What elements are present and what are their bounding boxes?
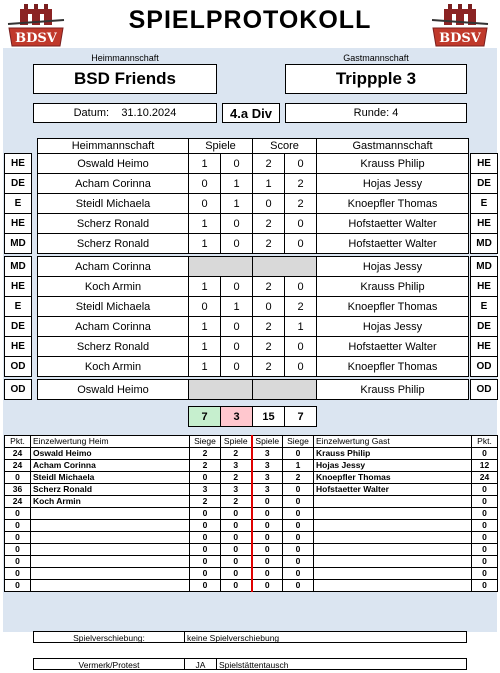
guest-games: 3 (252, 448, 283, 460)
match-type-guest: E (471, 194, 498, 214)
home-player: Acham Corinna (38, 174, 189, 194)
guest-score: 0 (285, 234, 317, 254)
home-wins: 0 (190, 508, 221, 520)
home-player: Koch Armin (38, 357, 189, 377)
total-home-games: 7 (189, 407, 221, 427)
home-player: Scherz Ronald (38, 214, 189, 234)
summary-row (5, 508, 498, 520)
summary-table (4, 435, 498, 592)
page-title: SPIELPROTOKOLL (128, 6, 372, 34)
home-points: 24 (5, 448, 31, 460)
home-wins: 0 (190, 520, 221, 532)
guest-games: 0 (252, 568, 283, 580)
home-player: Steidl Michaela (38, 297, 189, 317)
games-shaded (189, 380, 253, 400)
guest-player: Krauss Philip (317, 277, 469, 297)
round-field (285, 103, 467, 123)
match-row (5, 277, 498, 297)
note-value: Spielstättentausch (216, 658, 467, 670)
home-wins: 2 (190, 460, 221, 472)
match-type-home: HE (5, 154, 32, 174)
date-value: 31.10.2024 (121, 107, 177, 119)
home-team-caption: Heimmannschaft (91, 53, 159, 63)
home-score: 2 (253, 357, 285, 377)
guest-games: 0 (252, 544, 283, 556)
guest-score: 2 (285, 297, 317, 317)
match-type-guest: MD (471, 234, 498, 254)
home-team-name: BSD Friends (33, 64, 217, 94)
guest-wins: 1 (283, 460, 314, 472)
guest-player: Krauss Philip (317, 380, 469, 400)
guest-team-name: Trippple 3 (285, 64, 467, 94)
guest-player (314, 520, 472, 532)
home-points: 0 (5, 520, 31, 532)
home-player (31, 544, 190, 556)
guest-wins: 0 (283, 508, 314, 520)
summary-row (5, 460, 498, 472)
home-player (31, 508, 190, 520)
guest-points: 0 (472, 520, 498, 532)
spacer (471, 407, 498, 427)
summary-header-home-wins: Siege (190, 436, 221, 448)
date-label: Datum: (73, 107, 110, 119)
home-points: 0 (5, 568, 31, 580)
guest-score: 2 (285, 194, 317, 214)
round-label: Runde: (353, 107, 390, 119)
guest-player: Hojas Jessy (317, 257, 469, 277)
home-games: 1 (189, 234, 221, 254)
home-points: 36 (5, 484, 31, 496)
match-type-home: HE (5, 277, 32, 297)
guest-score: 2 (285, 174, 317, 194)
home-points: 0 (5, 580, 31, 592)
home-score: 2 (253, 154, 285, 174)
guest-wins: 0 (283, 496, 314, 508)
guest-games: 0 (221, 277, 253, 297)
home-wins: 3 (190, 484, 221, 496)
home-games: 0 (221, 580, 252, 592)
guest-player: Knoepfler Thomas (317, 194, 469, 214)
summary-header-row (5, 436, 498, 448)
match-type-guest: OD (471, 380, 498, 400)
match-row (5, 194, 498, 214)
note-flag: JA (184, 658, 217, 670)
home-games: 0 (221, 568, 252, 580)
summary-row (5, 448, 498, 460)
summary-header-guest-wins: Siege (283, 436, 314, 448)
match-row (5, 234, 498, 254)
guest-points: 24 (472, 472, 498, 484)
score-shaded (253, 380, 317, 400)
match-type-home: DE (5, 317, 32, 337)
home-player (31, 520, 190, 532)
home-player: Koch Armin (38, 277, 189, 297)
guest-points: 12 (472, 460, 498, 472)
match-row (5, 317, 498, 337)
home-player (31, 580, 190, 592)
spacer (5, 407, 32, 427)
home-points: 24 (5, 496, 31, 508)
match-type-guest: HE (471, 337, 498, 357)
guest-games: 0 (252, 580, 283, 592)
home-games: 0 (221, 556, 252, 568)
match-row (5, 297, 498, 317)
guest-points: 0 (472, 448, 498, 460)
home-games: 1 (189, 277, 221, 297)
guest-player (314, 556, 472, 568)
home-player: Scherz Ronald (31, 484, 190, 496)
score-shaded (253, 257, 317, 277)
match-type-guest: HE (471, 214, 498, 234)
guest-player (314, 532, 472, 544)
guest-player: Hofstaetter Walter (317, 234, 469, 254)
home-wins: 0 (190, 472, 221, 484)
guest-wins: 0 (283, 484, 314, 496)
match-header-guest: Gastmannschaft (317, 139, 469, 154)
match-type-home: E (5, 194, 32, 214)
summary-row (5, 556, 498, 568)
guest-wins: 0 (283, 568, 314, 580)
home-points: 0 (5, 544, 31, 556)
guest-score: 1 (285, 317, 317, 337)
match-row (5, 357, 498, 377)
home-wins: 0 (190, 580, 221, 592)
home-wins: 0 (190, 556, 221, 568)
spacer (317, 407, 469, 427)
guest-player: Knoepfler Thomas (317, 297, 469, 317)
guest-team-caption: Gastmannschaft (343, 53, 409, 63)
guest-games: 0 (252, 556, 283, 568)
guest-points: 0 (472, 532, 498, 544)
guest-points: 0 (472, 568, 498, 580)
home-games: 0 (189, 174, 221, 194)
match-header-games: Spiele (189, 139, 253, 154)
guest-games: 0 (252, 520, 283, 532)
guest-score: 0 (285, 154, 317, 174)
match-type-guest: DE (471, 317, 498, 337)
games-shaded (189, 257, 253, 277)
round-value: 4 (392, 107, 399, 119)
home-games: 2 (221, 472, 252, 484)
home-player: Scherz Ronald (38, 337, 189, 357)
match-header-home: Heimmannschaft (38, 139, 189, 154)
guest-points: 0 (472, 556, 498, 568)
home-games: 1 (189, 317, 221, 337)
guest-games: 1 (221, 297, 253, 317)
home-games: 0 (221, 532, 252, 544)
home-games: 0 (221, 508, 252, 520)
match-header-score: Score (253, 139, 317, 154)
home-score: 2 (253, 337, 285, 357)
note-label: Vermerk/Protest (33, 658, 185, 670)
postpone-label: Spielverschiebung: (33, 631, 185, 643)
guest-player: Hojas Jessy (314, 460, 472, 472)
summary-row (5, 484, 498, 496)
guest-games: 1 (221, 194, 253, 214)
guest-games: 0 (221, 234, 253, 254)
summary-row (5, 580, 498, 592)
match-type-home: OD (5, 357, 32, 377)
guest-games: 0 (221, 317, 253, 337)
summary-header-guest-points: Pkt. (472, 436, 498, 448)
guest-player: Krauss Philip (314, 448, 472, 460)
guest-games: 0 (221, 214, 253, 234)
home-player: Acham Corinna (31, 460, 190, 472)
match-row (5, 337, 498, 357)
guest-games: 0 (221, 337, 253, 357)
home-points: 0 (5, 508, 31, 520)
home-points: 0 (5, 556, 31, 568)
match-row (5, 214, 498, 234)
guest-games: 0 (221, 154, 253, 174)
summary-header-home-points: Pkt. (5, 436, 31, 448)
guest-games: 1 (221, 174, 253, 194)
guest-games: 3 (252, 484, 283, 496)
date-field (33, 103, 217, 123)
home-games: 1 (189, 357, 221, 377)
match-type-guest: HE (471, 154, 498, 174)
home-games: 3 (221, 460, 252, 472)
match-row (5, 380, 498, 400)
guest-wins: 0 (283, 532, 314, 544)
guest-player: Hofstaetter Walter (317, 214, 469, 234)
summary-row (5, 544, 498, 556)
guest-games: 0 (221, 357, 253, 377)
home-score: 1 (253, 174, 285, 194)
home-games: 2 (221, 448, 252, 460)
guest-points: 0 (472, 484, 498, 496)
match-type-guest: MD (471, 257, 498, 277)
home-score: 2 (253, 317, 285, 337)
home-games: 2 (221, 496, 252, 508)
gap-cell (5, 400, 498, 407)
home-points: 0 (5, 472, 31, 484)
guest-player: Hojas Jessy (317, 317, 469, 337)
guest-wins: 0 (283, 544, 314, 556)
match-type-guest: DE (471, 174, 498, 194)
home-player: Acham Corinna (38, 257, 189, 277)
match-row (5, 154, 498, 174)
match-row (5, 174, 498, 194)
match-type-guest: E (471, 297, 498, 317)
row-gap (5, 400, 498, 407)
summary-row (5, 568, 498, 580)
home-points: 0 (5, 532, 31, 544)
home-player: Acham Corinna (38, 317, 189, 337)
totals-row (5, 407, 498, 427)
home-player: Scherz Ronald (38, 234, 189, 254)
guest-games: 0 (252, 508, 283, 520)
match-type-home: HE (5, 214, 32, 234)
guest-wins: 0 (283, 556, 314, 568)
match-type-home: OD (5, 380, 32, 400)
home-games: 3 (221, 484, 252, 496)
home-games: 0 (189, 194, 221, 214)
summary-header-guest-games: Spiele (252, 436, 283, 448)
home-wins: 2 (190, 448, 221, 460)
total-guest-games: 3 (221, 407, 253, 427)
home-score: 2 (253, 214, 285, 234)
home-score: 0 (253, 194, 285, 214)
guest-games: 0 (252, 496, 283, 508)
guest-score: 0 (285, 277, 317, 297)
home-score: 0 (253, 297, 285, 317)
summary-row (5, 532, 498, 544)
home-player: Oswald Heimo (38, 154, 189, 174)
home-games: 1 (189, 154, 221, 174)
guest-games: 0 (252, 532, 283, 544)
guest-score: 0 (285, 337, 317, 357)
summary-header-guest: Einzelwertung Gast (314, 436, 472, 448)
match-type-guest: OD (471, 357, 498, 377)
match-row (5, 257, 498, 277)
match-type-home: MD (5, 234, 32, 254)
match-type-guest: HE (471, 277, 498, 297)
guest-player: Hofstaetter Walter (314, 484, 472, 496)
home-player: Oswald Heimo (31, 448, 190, 460)
home-games: 1 (189, 337, 221, 357)
guest-wins: 0 (283, 520, 314, 532)
guest-games: 3 (252, 460, 283, 472)
match-table (4, 138, 498, 427)
home-score: 2 (253, 277, 285, 297)
note-row (0, 658, 500, 670)
home-games: 0 (221, 544, 252, 556)
guest-player: Krauss Philip (317, 154, 469, 174)
summary-header-home: Einzelwertung Heim (31, 436, 190, 448)
summary-header-home-games: Spiele (221, 436, 252, 448)
guest-wins: 0 (283, 448, 314, 460)
summary-row (5, 520, 498, 532)
spacer (38, 407, 189, 427)
total-home-score: 15 (253, 407, 285, 427)
guest-score: 0 (285, 357, 317, 377)
guest-score: 0 (285, 214, 317, 234)
guest-points: 0 (472, 508, 498, 520)
division-field: 4.a Div (222, 103, 280, 123)
postpone-value: keine Spielverschiebung (184, 631, 467, 643)
guest-player (314, 544, 472, 556)
guest-player: Hofstaetter Walter (317, 337, 469, 357)
home-wins: 0 (190, 532, 221, 544)
guest-player: Knoepfler Thomas (314, 472, 472, 484)
home-player: Oswald Heimo (38, 380, 189, 400)
svg-text:BDSV: BDSV (439, 31, 481, 46)
match-type-home: MD (5, 257, 32, 277)
match-type-home: DE (5, 174, 32, 194)
guest-points: 0 (472, 544, 498, 556)
home-player (31, 532, 190, 544)
home-score: 2 (253, 234, 285, 254)
home-player (31, 556, 190, 568)
home-points: 24 (5, 460, 31, 472)
guest-player (314, 496, 472, 508)
home-games: 1 (189, 214, 221, 234)
summary-row (5, 496, 498, 508)
home-games: 0 (189, 297, 221, 317)
guest-player (314, 580, 472, 592)
summary-row (5, 472, 498, 484)
home-player: Steidl Michaela (38, 194, 189, 214)
guest-player: Hojas Jessy (317, 174, 469, 194)
guest-wins: 0 (283, 580, 314, 592)
guest-points: 0 (472, 580, 498, 592)
home-wins: 0 (190, 544, 221, 556)
guest-player: Knoepfler Thomas (317, 357, 469, 377)
guest-wins: 2 (283, 472, 314, 484)
home-wins: 2 (190, 496, 221, 508)
match-type-home: E (5, 297, 32, 317)
guest-points: 0 (472, 496, 498, 508)
home-games: 0 (221, 520, 252, 532)
svg-text:BDSV: BDSV (15, 31, 57, 46)
home-player (31, 568, 190, 580)
match-header-row (5, 139, 498, 154)
guest-games: 3 (252, 472, 283, 484)
guest-player (314, 508, 472, 520)
home-player: Koch Armin (31, 496, 190, 508)
guest-player (314, 568, 472, 580)
match-type-home: HE (5, 337, 32, 357)
home-player: Steidl Michaela (31, 472, 190, 484)
total-guest-score: 7 (285, 407, 317, 427)
postpone-row (0, 631, 500, 643)
home-wins: 0 (190, 568, 221, 580)
